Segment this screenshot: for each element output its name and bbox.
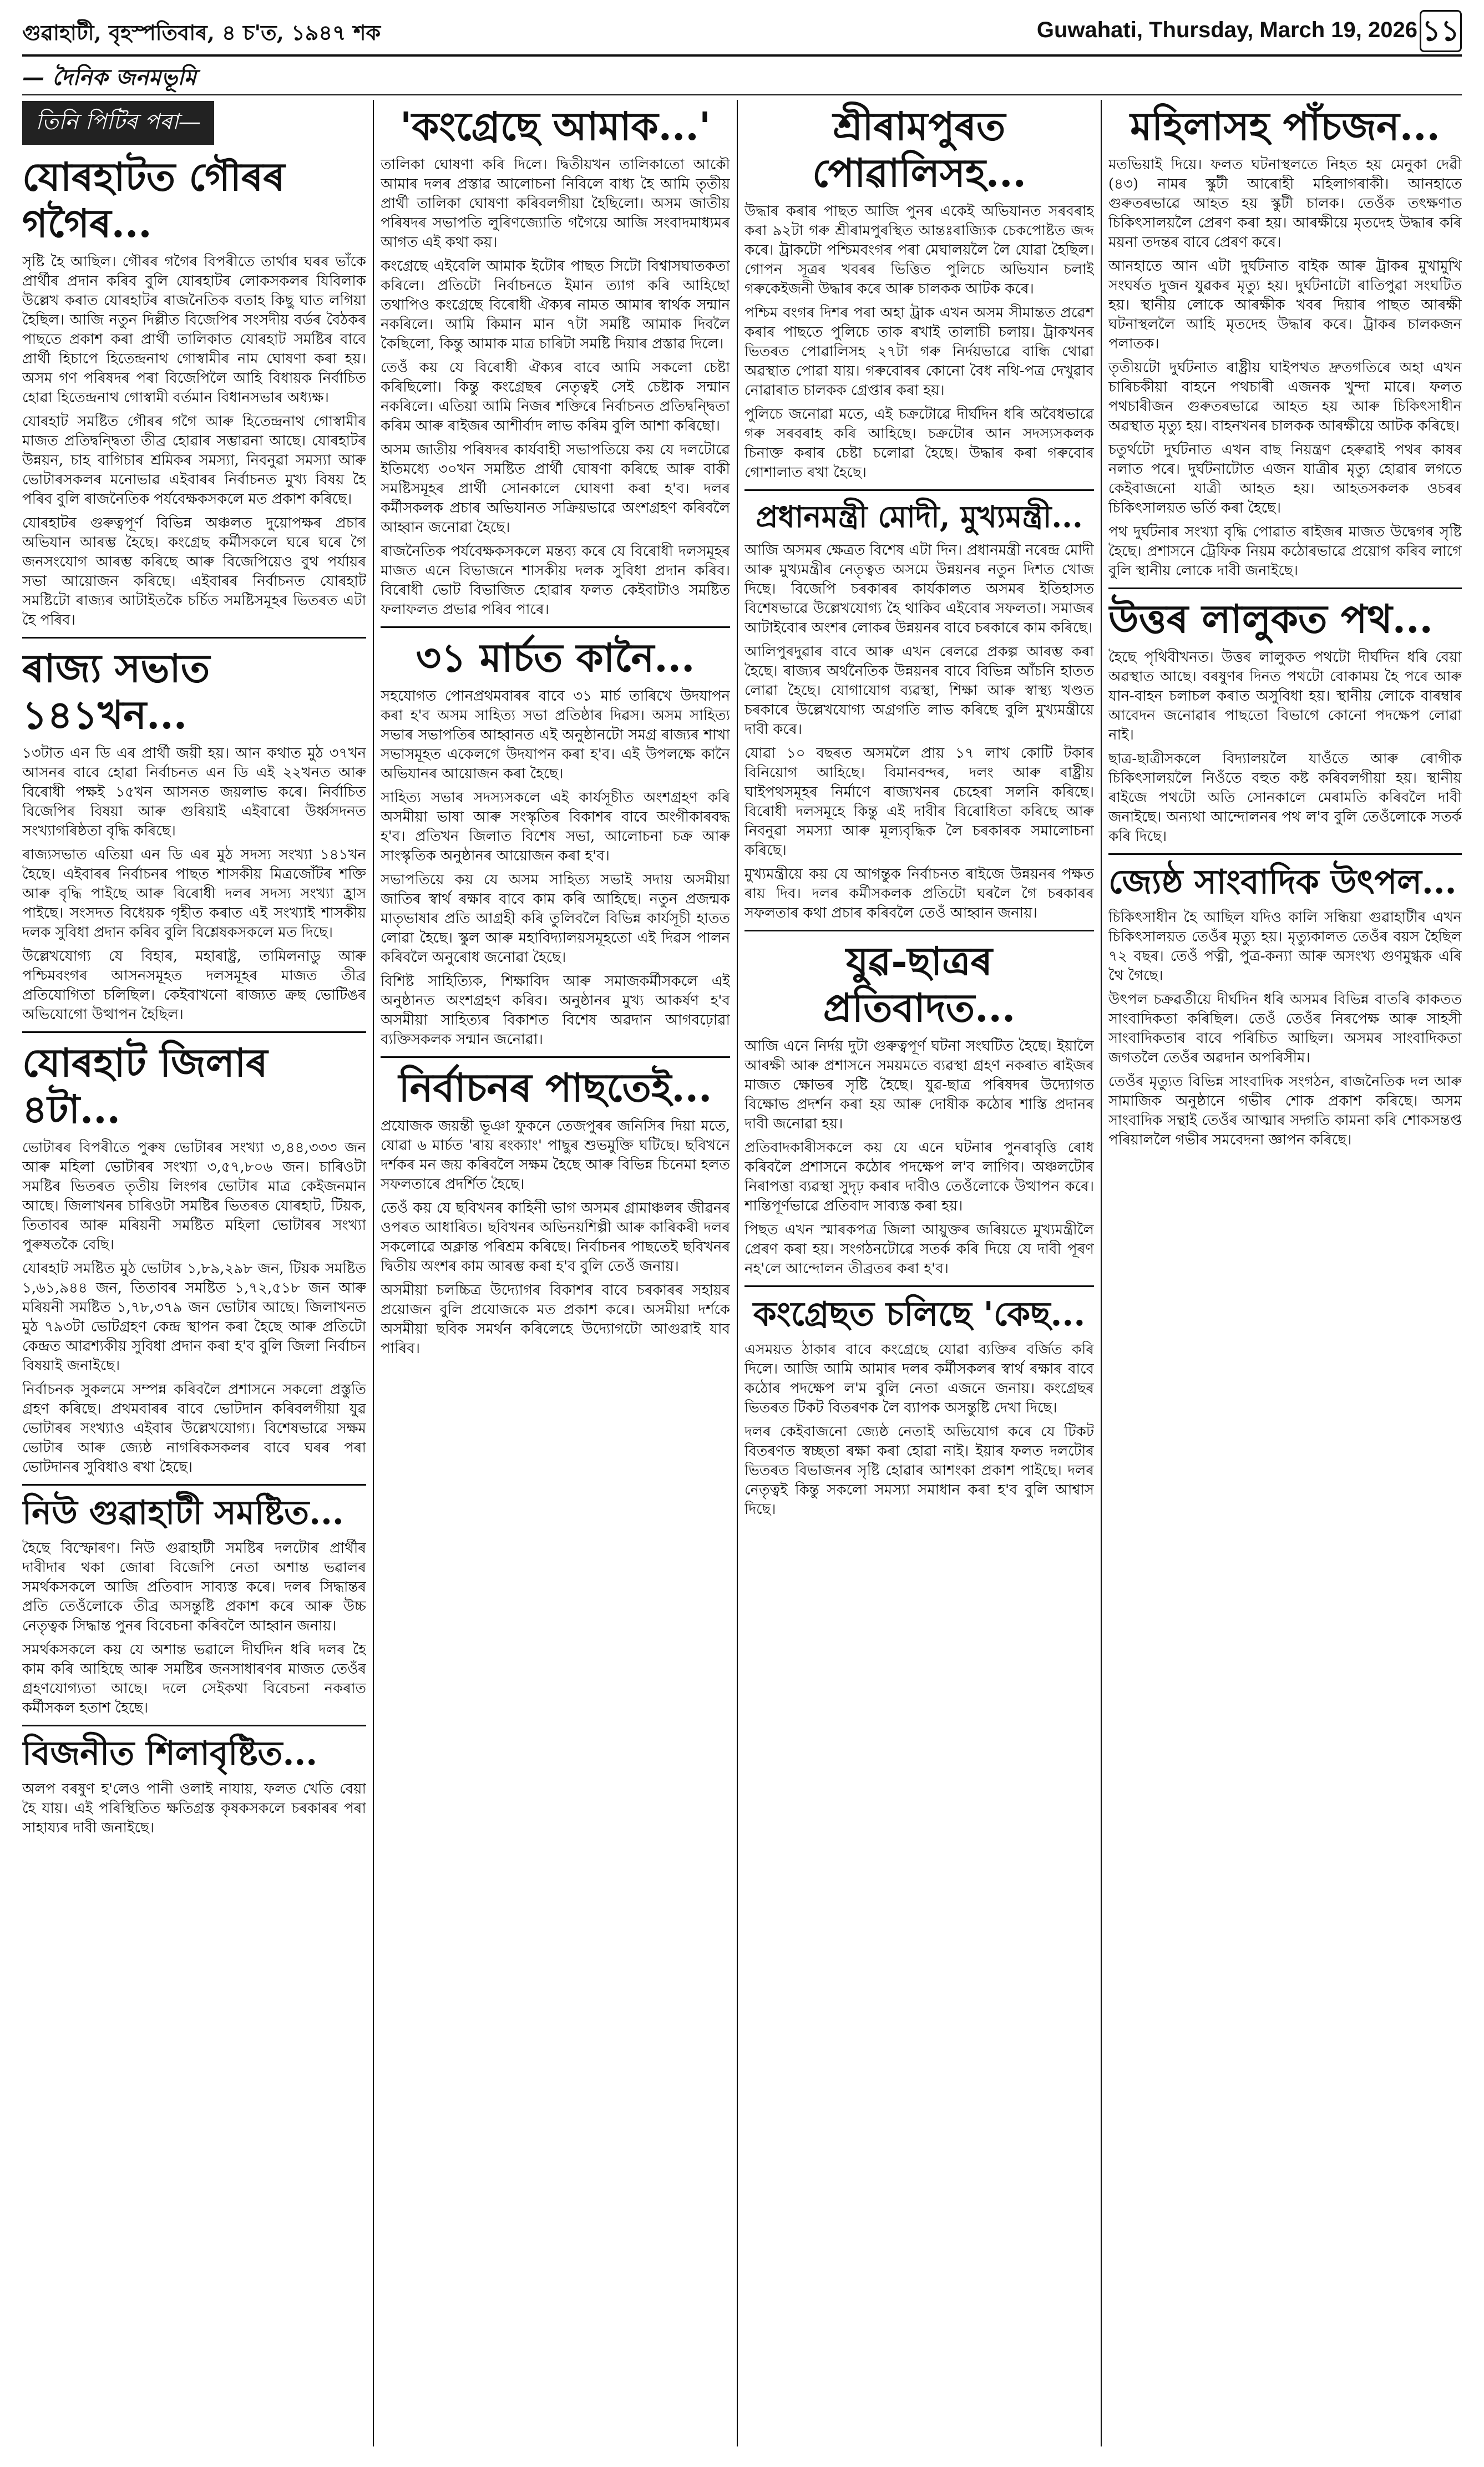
column-divider (737, 100, 738, 2446)
paragraph: যোৰহাট সমষ্টিত গৌৰৰ গগৈ আৰু হিতেন্দ্ৰনাথ গোস্বামীৰ মাজত প্ৰতিদ্বন্দ্বিতা তীব্ৰ হোৱাৰ সম্ভাৱনা আছে। যোৰহাটৰ উন্নয়ন, চাহ বাগিচাৰ শ্ৰমিকৰ সমস্যা, নিবনুৱা সমস্যা আৰু ভোটাৰসকলৰ মনোভাৱ এইবাৰৰ নিৰ্বাচনত মুখ্য বিষয় হৈ পৰিব বুলি ৰাজনৈতিক পৰ্যবেক্ষকসকলে মত প্ৰকাশ কৰিছে। (22, 413, 366, 508)
paragraph: প্ৰযোজক জয়ন্তী ভূঞা ফুকনে তেজপুৰৰ জনিসিৰ দিয়া মতে, যোৱা ৬ মাৰ্চত 'ৰায় ৰংক্যাং' পাছুৰ শুভমুক্তি ঘটিছে। ছবিখনে দৰ্শকৰ মন জয় কৰিবলৈ সক্ষম হৈছে আৰু বিভিন্ন চিনেমা হলত সফলতাৰে প্ৰদৰ্শিত হৈছে। (381, 1118, 730, 1193)
paragraph: সহযোগত পোনপ্ৰথমবাৰৰ বাবে ৩১ মাৰ্চ তাৰিখে উদযাপন কৰা হ'ব অসম সাহিত্য সভা প্ৰতিষ্ঠাৰ দিৱস। অসম সাহিত্য সভাৰ সভাপতিৰ আহ্বানত এই অনুষ্ঠানটো সমগ্ৰ ৰাজ্যৰ শাখা সভাসমূহত একেলগে উদযাপন কৰা হ'ব। এই উপলক্ষে কানৈ অভিযানৰ আয়োজন কৰা হৈছে। (381, 688, 730, 782)
paragraph: তৃতীয়টো দুৰ্ঘটনাত ৰাষ্ট্ৰীয় ঘাইপথত দ্ৰুতগতিৰে অহা এখন চাৰিচকীয়া বাহনে পথচাৰী এজনক খুন্দা মাৰে। ফলত পথচাৰীজন গুৰুতৰভাৱে আহত হয় আৰু চিকিৎসাধীন অৱস্থাত মৃত্যু হয়। বাহনখনৰ চালকক আৰক্ষীয়ে আটক কৰিছে। (1108, 359, 1462, 434)
paragraph: এসময়ত ঠাকাৰ বাবে কংগ্ৰেছে যোৱা ব্যক্তিৰ বৰ্জিত কৰি দিলে। আজি আমি আমাৰ দলৰ কৰ্মীসকলৰ স্বাৰ্থ ৰক্ষাৰ বাবে কঠোৰ পদক্ষেপ ল'ম বুলি নেতা এজনে জনায়। কংগ্ৰেছৰ ভিতৰত টিকট বিতৰণক লৈ ব্যাপক অসন্তুষ্টি দেখা দিছে। (744, 1341, 1094, 1416)
paragraph: সভাপতিয়ে কয় যে অসম সাহিত্য সভাই সদায় অসমীয়া জাতিৰ স্বাৰ্থ ৰক্ষাৰ বাবে কাম কৰি আহিছে। নতুন প্ৰজন্মক মাতৃভাষাৰ প্ৰতি আগ্ৰহী কৰি তুলিবলৈ বিভিন্ন কাৰ্যসূচী হাতত লোৱা হৈছে। স্কুল আৰু মহাবিদ্যালয়সমূহতো এই দিৱস পালন কৰিবলৈ অনুৰোধ জনোৱা হৈছে। (381, 872, 730, 966)
paragraph: আজি এনে নিৰ্দয় দুটা গুৰুত্বপূৰ্ণ ঘটনা সংঘটিত হৈছে। ইয়ালৈ আৰক্ষী আৰু প্ৰশাসনে সময়মতে ব্যৱস্থা গ্ৰহণ নকৰাত ৰাইজৰ মাজত ক্ষোভৰ সৃষ্টি হৈছে। যুৱ-ছাত্ৰ পৰিষদৰ উদ্যোগত বিক্ষোভ প্ৰদৰ্শন কৰা হয় আৰু দোষীক কঠোৰ শাস্তি প্ৰদানৰ দাবী জনোৱা হয়। (744, 1038, 1094, 1132)
paragraph: মতভিয়াই দিয়ে। ফলত ঘটনাস্থলতে নিহত হয় মেনুকা দেৱী (৪৩) নামৰ স্কুটী আৰোহী মহিলাগৰাকী। আনহাতে গুৰুতৰভাৱে আহত হয় স্কুটী চালক। তেওঁক তৎক্ষণাত চিকিৎসালয়লৈ প্ৰেৰণ কৰা হয়। আৰক্ষীয়ে মৃতদেহ উদ্ধাৰ কৰি ময়না তদন্তৰ বাবে প্ৰেৰণ কৰে। (1108, 156, 1462, 251)
paragraph: অলপ বৰষুণ হ'লেও পানী ওলাই নাযায়, ফলত খেতি বেয়া হৈ যায়। এই পৰিস্থিতিত ক্ষতিগ্ৰস্ত কৃষকসকলে চৰকাৰৰ পৰা সাহায্যৰ দাবী জনাইছে। (22, 1781, 366, 1836)
column-1 (22, 100, 366, 2446)
divider (22, 1484, 366, 1486)
paragraph: যোৰহাট সমষ্টিত মুঠ ভোটাৰ ১,৮৯,২৯৮ জন, টিয়ক সমষ্টিত ১,৬১,৯৪৪ জন, তিতাবৰ সমষ্টিত ১,৭২,৫১৮ জন আৰু মৰিয়নী সমষ্টিত ১,৭৮,৩৭৯ জন ভোটাৰ আছে। জিলাখনত মুঠ ৭৯৩টা ভোটগ্ৰহণ কেন্দ্ৰ স্থাপন কৰা হৈছে আৰু প্ৰতিটো কেন্দ্ৰত আৱশ্যকীয় সুবিধা প্ৰদান কৰা হ'ব বুলি জিলা নিৰ্বাচন বিষয়াই জনাইছে। (22, 1260, 366, 1374)
paragraph: আলিপুৰদুৱাৰ বাবে আৰু এখন ৰেলৱে প্ৰকল্প আৰম্ভ কৰা হৈছে। ৰাজ্যৰ অৰ্থনৈতিক উন্নয়নৰ বাবে বিভিন্ন আঁচনি হাতত লোৱা হৈছে। যোগাযোগ ব্যৱস্থা, শিক্ষা আৰু স্বাস্থ্য খণ্ডত চৰকাৰে উল্লেখযোগ্য অগ্ৰগতি লাভ কৰিছে বুলি মুখ্যমন্ত্ৰীয়ে দাবী কৰে। (744, 644, 1094, 738)
header-rule (22, 54, 1462, 57)
paragraph: ছাত্ৰ-ছাত্ৰীসকলে বিদ্যালয়লৈ যাওঁতে আৰু ৰোগীক চিকিৎসালয়লৈ নিওঁতে বহুত কষ্ট কৰিবলগীয়া হয়। স্থানীয় ৰাইজে পথটো অতি সোনকালে মেৰামতি কৰিবলৈ দাবী জনাইছে। অন্যথা আন্দোলনৰ পথ ল'ব বুলি তেওঁলোকে সতৰ্ক কৰি দিছে। (1108, 751, 1462, 845)
paragraph: চিকিৎসাধীন হৈ আছিল যদিও কালি সন্ধিয়া গুৱাহাটীৰ এখন চিকিৎসালয়ত তেওঁৰ মৃত্যু হয়। মৃত্যুকালত তেওঁৰ বয়স হৈছিল ৭২ বছৰ। তেওঁ পত্নী, পুত্ৰ-কন্যা আৰু অসংখ্য গুণমুগ্ধক এৰি থৈ গৈছে। (1108, 909, 1462, 984)
column-divider (373, 100, 374, 2446)
paragraph: যোৱা ১০ বছৰত অসমলৈ প্ৰায় ১৭ লাখ কোটি টকাৰ বিনিয়োগ আহিছে। বিমানবন্দৰ, দলং আৰু ৰাষ্ট্ৰীয় ঘাইপথসমূহৰ নিৰ্মাণে ৰাজ্যখনৰ চেহেৰা সলনি কৰিছে। বিৰোধী দলসমূহে কিন্তু এই দাবীৰ বিৰোধিতা কৰিছে আৰু নিবনুৱা সমস্যা আৰু মূল্যবৃদ্ধিক লৈ চৰকাৰক সমালোচনা কৰিছে। (744, 745, 1094, 859)
paragraph: পুলিচে জনোৱা মতে, এই চক্ৰটোৱে দীৰ্ঘদিন ধৰি অবৈধভাৱে গৰু সৰবৰাহ কৰি আহিছে। চক্ৰটোৰ আন সদস্যসকলক চিনাক্ত কৰাৰ চেষ্টা চলোৱা হৈছে। উদ্ধাৰ কৰা গৰুবোৰ গোশালাত ৰখা হৈছে। (744, 406, 1094, 481)
paragraph: হৈছে পৃথিবীখনত। উত্তৰ লালুকত পথটো দীৰ্ঘদিন ধৰি বেয়া অৱস্থাত আছে। বৰষুণৰ দিনত পথটো বোকাময় হৈ পৰে আৰু যান-বাহন চলাচল কৰাত অসুবিধা হয়। স্থানীয় লোকে বাৰম্বাৰ আবেদন জনোৱাৰ পাছতো বিভাগে কোনো পদক্ষেপ লোৱা নাই। (1108, 649, 1462, 743)
column-4 (1108, 100, 1462, 2446)
headline-new-guwahati: নিউ গুৱাহাটী সমষ্টিত... (22, 1493, 344, 1532)
paragraph: সাহিত্য সভাৰ সদস্যসকলে এই কাৰ্যসূচীত অংশগ্ৰহণ কৰি অসমীয়া ভাষা আৰু সংস্কৃতিৰ বিকাশৰ বাবে অংগীকাৰবদ্ধ হ'ব। প্ৰতিখন জিলাত বিশেষ সভা, আলোচনা চক্ৰ আৰু সাংস্কৃতিক অনুষ্ঠানৰ আয়োজন কৰা হ'ব। (381, 789, 730, 864)
column-divider (1101, 100, 1102, 2446)
paragraph: অসমীয়া চলচ্চিত্ৰ উদ্যোগৰ বিকাশৰ বাবে চৰকাৰৰ সহায়ৰ প্ৰয়োজন বুলি প্ৰযোজকে মত প্ৰকাশ কৰে। অসমীয়া দৰ্শকে অসমীয়া ছবিক সমৰ্থন কৰিলেহে উদ্যোগটো আগুৱাই যাব পাৰিব। (381, 1282, 730, 1357)
headline-five-killed: মহিলাসহ পাঁচজন... (1130, 103, 1440, 149)
paragraph: আজি অসমৰ ক্ষেত্ৰত বিশেষ এটা দিন। প্ৰধানমন্ত্ৰী নৰেন্দ্ৰ মোদী আৰু মুখ্যমন্ত্ৰীৰ নেতৃত্বত অসমে উন্নয়নৰ নতুন দিশত খোজ দিছে। বিজেপি চৰকাৰৰ কাৰ্যকালত অসমৰ ইতিহাসত বিশেষভাৱে উল্লেখযোগ্য হৈ থাকিব এইবোৰ সফলতা। সমাজৰ আটাইবোৰ অংশৰ লোকৰ উন্নয়নৰ বাবে চৰকাৰে কাম কৰিছে। (744, 542, 1094, 636)
paragraph: মুখ্যমন্ত্ৰীয়ে কয় যে আগন্তুক নিৰ্বাচনত ৰাইজে উন্নয়নৰ পক্ষত ৰায় দিব। দলৰ কৰ্মীসকলক প্ৰতিটো ঘৰলৈ গৈ চৰকাৰৰ সফলতাৰ কথা প্ৰচাৰ কৰিবলৈ তেওঁ আহ্বান জনায়। (744, 866, 1094, 921)
divider (22, 1031, 366, 1033)
paragraph: দলৰ কেইবাজনো জ্যেষ্ঠ নেতাই অভিযোগ কৰে যে টিকট বিতৰণত স্বচ্ছতা ৰক্ষা কৰা হোৱা নাই। ইয়াৰ ফলত দলটোৰ ভিতৰত বিভাজনৰ সৃষ্টি হোৱাৰ আশংকা প্ৰকাশ পাইছে। দলৰ নেতৃত্বই কিন্তু সকলো সমস্যা সমাধান কৰা হ'ব বুলি আশ্বাস দিছে। (744, 1424, 1094, 1518)
masthead (22, 10, 1462, 49)
headline-youth-protest: যুৱ-ছাত্ৰৰ প্ৰতিবাদত... (823, 938, 1016, 1031)
paragraph: আনহাতে আন এটা দুৰ্ঘটনাত বাইক আৰু ট্ৰাকৰ মুখামুখি সংঘৰ্ষত দুজন যুৱকৰ মৃত্যু হয়। দুৰ্ঘটনাটো ৰাতিপুৱা সংঘটিত হয়। স্থানীয় লোকে আৰক্ষীক খবৰ দিয়াৰ পাছত আৰক্ষী ঘটনাস্থললৈ আহি মৃতদেহ উদ্ধাৰ কৰে। ট্ৰাকৰ চালকজন পলাতক। (1108, 258, 1462, 352)
brand-rule (22, 94, 1462, 95)
divider (22, 1725, 366, 1726)
paragraph: বিশিষ্ট সাহিত্যিক, শিক্ষাবিদ আৰু সমাজকৰ্মীসকলে এই অনুষ্ঠানত অংশগ্ৰহণ কৰিব। অনুষ্ঠানৰ মুখ্য আকৰ্ষণ হ'ব অসমীয়া সাহিত্যৰ বিকাশত বিশেষ অৱদান আগবঢ়োৱা ব্যক্তিসকলক সন্মান জনোৱা। (381, 973, 730, 1048)
paragraph: পিছত এখন স্মাৰকপত্ৰ জিলা আয়ুক্তৰ জৰিয়তে মুখ্যমন্ত্ৰীলৈ প্ৰেৰণ কৰা হয়। সংগঠনটোৱে সতৰ্ক কৰি দিয়ে যে দাবী পূৰণ নহ'লে আন্দোলন তীব্ৰতৰ কৰা হ'ব। (744, 1222, 1094, 1277)
paragraph: পথ দুৰ্ঘটনাৰ সংখ্যা বৃদ্ধি পোৱাত ৰাইজৰ মাজত উদ্বেগৰ সৃষ্টি হৈছে। প্ৰশাসনে ট্ৰেফিক নিয়ম কঠোৰভাৱে প্ৰয়োগ কৰিব লাগে বুলি স্থানীয় লোকে দাবী জনাইছে। (1108, 524, 1462, 579)
paragraph: চতুৰ্থটো দুৰ্ঘটনাত এখন বাছ নিয়ন্ত্ৰণ হেৰুৱাই পথৰ কাষৰ নলাত পৰে। দুৰ্ঘটনাটোত এজন যাত্ৰীৰ মৃত্যু হোৱাৰ লগতে কেইবাজনো যাত্ৰী আহত হয়। আহতসকলক ওচৰৰ চিকিৎসালয়ত ভৰ্তি কৰা হৈছে। (1108, 442, 1462, 516)
paragraph: ভোটাৰৰ বিপৰীতে পুৰুষ ভোটাৰৰ সংখ্যা ৩,৪৪,৩৩৩ জন আৰু মহিলা ভোটাৰৰ সংখ্যা ৩,৫৭,৮০৬ জন। চাৰিওটা সমষ্টিৰ ভিতৰত তৃতীয় লিংগৰ ভোটাৰ মাত্ৰ কেইজনমান আছে। জিলাখনৰ চাৰিওটা সমষ্টিৰ ভিতৰত যোৰহাট, টিয়ক, তিতাবৰ আৰু মৰিয়নী সমষ্টিত মহিলা ভোটাৰৰ সংখ্যা পুৰুষতকৈ বেছি। (22, 1139, 366, 1253)
divider (744, 1285, 1094, 1287)
paragraph: হৈছে বিস্ফোৰণ। নিউ গুৱাহাটী সমষ্টিৰ দলটোৰ প্ৰাৰ্থীৰ দাবীদাৰ থকা জোৰা বিজেপি নেতা অশান্ত ভৱালৰ সমৰ্থকসকলে আজি প্ৰতিবাদ সাব্যস্ত কৰে। দলৰ সিদ্ধান্তৰ প্ৰতি তেওঁলোকে তীব্ৰ অসন্তুষ্টি প্ৰকাশ কৰে আৰু উচ্চ নেতৃত্বক সিদ্ধান্ত পুনৰ বিবেচনা কৰিবলৈ আহ্বান জনায়। (22, 1540, 366, 1634)
headline-jorhat-gaurav: যোৰহাটত গৌৰৰ গগৈৰ... (22, 154, 285, 246)
divider (1108, 853, 1462, 855)
paragraph: তেওঁ কয় যে বিৰোধী ঐক্যৰ বাবে আমি সকলো চেষ্টা কৰিছিলো। কিন্তু কংগ্ৰেছৰ নেতৃত্বই সেই চেষ্টাক সন্মান নকৰিলে। এতিয়া আমি নিজৰ শক্তিৰে নিৰ্বাচনত প্ৰতিদ্বন্দ্বিতা কৰিম আৰু ৰাইজৰ আশীৰ্বাদ লাভ কৰিম বুলি আশা কৰিছো। (381, 359, 730, 434)
paragraph: উল্লেখযোগ্য যে বিহাৰ, মহাৰাষ্ট্ৰ, তামিলনাডু আৰু পশ্চিমবংগৰ আসনসমূহত দলসমূহৰ মাজত তীব্ৰ প্ৰতিযোগিতা চলিছিল। কেইবাখনো ৰাজ্যত ক্ৰছ ভোটিঙৰ অভিযোগো উত্থাপন হৈছিল। (22, 948, 366, 1023)
divider (744, 930, 1094, 931)
header-date-assamese: গুৱাহাটী, বৃহস্পতিবাৰ, ৪ চ'ত, ১৯৪৭ শক (22, 20, 381, 45)
paragraph: পশ্চিম বংগৰ দিশৰ পৰা অহা ট্ৰাক এখন অসম সীমান্তত প্ৰৱেশ কৰাৰ পাছতে পুলিচে তাক ৰখাই তালাচী চলায়। ট্ৰাকখনৰ ভিতৰত পোৱালিসহ ২৭টা গৰু নিৰ্দয়ভাৱে বান্ধি থোৱা অৱস্থাত পোৱা যায়। গৰুবোৰৰ কোনো বৈধ নথি-পত্ৰ দেখুৱাব নোৱাৰাত চালকক গ্ৰেপ্তাৰ কৰা হয়। (744, 305, 1094, 399)
paragraph: উৎপল চক্ৰৱৰ্তীয়ে দীৰ্ঘদিন ধৰি অসমৰ বিভিন্ন বাতৰি কাকতত সাংবাদিকতা কৰিছিল। তেওঁ তেওঁৰ নিৰপেক্ষ আৰু সাহসী সাংবাদিকতাৰ বাবে পৰিচিত আছিল। অসমৰ সাংবাদিকতা জগতলৈ তেওঁৰ অৱদান অপৰিসীম। (1108, 991, 1462, 1066)
column-2 (381, 100, 730, 2446)
paragraph: উদ্ধাৰ কৰাৰ পাছত আজি পুনৰ একেই অভিযানত সৰবৰাহ কৰা ৯২টা গৰু শ্ৰীৰামপুৰস্থিত আন্তঃৰাজ্যিক চেকপোষ্টত জব্দ কৰে। ট্ৰাকটো পশ্চিমবংগৰ পৰা মেঘালয়লৈ লৈ যোৱা হৈছিল। গোপন সূত্ৰৰ খবৰৰ ভিত্তিত পুলিচে অভিযান চলাই গৰুকেইজনী উদ্ধাৰ কৰে আৰু চালকক আটক কৰে। (744, 203, 1094, 297)
paragraph: তেওঁ কয় যে ছবিখনৰ কাহিনী ভাগ অসমৰ গ্ৰামাঞ্চলৰ জীৱনৰ ওপৰত আধাৰিত। ছবিখনৰ অভিনয়শিল্পী আৰু কাৰিকৰী দলৰ সকলোৱে অক্লান্ত পৰিশ্ৰম কৰিছে। নিৰ্বাচনৰ পাছতেই ছবিখনৰ দ্বিতীয় অংশৰ কাম আৰম্ভ কৰা হ'ব বুলি তেওঁ জনায়। (381, 1200, 730, 1275)
column-3 (744, 100, 1094, 2446)
paragraph: সমৰ্থকসকলে কয় যে অশান্ত ভৱালে দীৰ্ঘদিন ধৰি দলৰ হৈ কাম কৰি আহিছে আৰু সমষ্টিৰ জনসাধাৰণৰ মাজত তেওঁৰ গ্ৰহণযোগ্যতা আছে। দলে সেইকথা বিবেচনা নকৰাত কৰ্মীসকল হতাশ হৈছে। (22, 1642, 366, 1716)
page-number: ১১ (1420, 10, 1462, 52)
divider (1108, 587, 1462, 589)
header-date-english: Guwahati, Thursday, March 19, 2026 (1036, 18, 1417, 42)
divider (22, 637, 366, 639)
headline-north-lalluk-road: উত্তৰ লালুকত পথ... (1108, 596, 1433, 642)
paragraph: প্ৰতিবাদকাৰীসকলে কয় যে এনে ঘটনাৰ পুনৰাবৃত্তি ৰোধ কৰিবলৈ প্ৰশাসনে কঠোৰ পদক্ষেপ ল'ব লাগিব। অঞ্চলটোৰ নিৰাপত্তা ব্যৱস্থা সুদৃঢ় কৰাৰ দাবীও তেওঁলোকে উত্থাপন কৰে। শান্তিপূৰ্ণভাৱে প্ৰতিবাদ সাব্যস্ত কৰা হয়। (744, 1139, 1094, 1214)
paragraph: ১৩টাত এন ডি এৰ প্ৰাৰ্থী জয়ী হয়। আন কথাত মুঠ ৩৭খন আসনৰ বাবে হোৱা নিৰ্বাচনত এন ডি এই ২২খনত আৰু বিৰোধী পক্ষই ১৫খন আসনত জয়লাভ কৰে। নিৰ্বাচিত বিজেপিৰ বিষয়া আৰু গুৰিয়াই এইবাৰো উৰ্ধ্বসদনত সংখ্যাগৰিষ্ঠতা বৃদ্ধি কৰিছে। (22, 745, 366, 839)
headline-march-31: ৩১ মাৰ্চত কানৈ... (416, 635, 695, 681)
paragraph: যোৰহাটৰ গুৰুত্বপূৰ্ণ বিভিন্ন অঞ্চলত দুয়োপক্ষৰ প্ৰচাৰ অভিযান আৰম্ভ হৈছে। কংগ্ৰেছ কৰ্মীসকলে ঘৰে ঘৰে গৈ জনসংযোগ আৰম্ভ কৰিছে আৰু বিজেপিয়েও বুথ পৰ্যায়ৰ সভা আয়োজন কৰিছে। এইবাৰৰ নিৰ্বাচনত যোৰহাট সমষ্টিটো ৰাজ্যৰ আটাইতকৈ চৰ্চিত সমষ্টিসমূহৰ ভিতৰত এটা হৈ পৰিব। (22, 515, 366, 629)
headline-after-election: নিৰ্বাচনৰ পাছতেই... (398, 1065, 712, 1111)
headline-congress-case: কংগ্ৰেছত চলিছে 'কেছ... (753, 1295, 1086, 1334)
paragraph: সৃষ্টি হৈ আছিল। গৌৰৰ গগৈৰ বিপৰীতে তাৰ্থাৰ ঘৰৰ ভাঁকে প্ৰাৰ্থীৰ প্ৰদান কৰিব বুলি যোৰহাটৰ লোকসকলৰ যিবিলাক উল্লেখ কৰাত যোৰহাটৰ ৰাজনৈতিক বতাহ কিছু ঘাত লগিয়া হৈছিল। আজি নতুন দিল্লীত বিজেপিৰ সংসদীয় বৰ্ডৰ বৈঠকৰ পাছতে প্ৰকাশ কৰা প্ৰাৰ্থী তালিকাত যোৰহাট সমষ্টিৰ বাবে প্ৰাৰ্থী হিচাপে হিতেন্দ্ৰনাথ গোস্বামীৰ নাম ঘোষণা কৰা হয়। অসম গণ পৰিষদৰ পৰা বিজেপিলৈ আহি বিধায়ক নিৰ্বাচিত হোৱা হিতেন্দ্ৰনাথ গোস্বামী বৰ্তমান বিধানসভাৰ অধ্যক্ষ। (22, 254, 366, 406)
headline-bijni-hailstorm: বিজনীত শিলাবৃষ্টিত... (22, 1734, 318, 1773)
headline-pm-modi: প্ৰধানমন্ত্ৰী মোদী, মুখ্যমন্ত্ৰী... (756, 499, 1083, 534)
paragraph: তেওঁৰ মৃত্যুত বিভিন্ন সাংবাদিক সংগঠন, ৰাজনৈতিক দল আৰু সামাজিক অনুষ্ঠানে গভীৰ শোক প্ৰকাশ কৰিছে। অসম সাংবাদিক সন্থাই তেওঁৰ আত্মাৰ সদ্গতি কামনা কৰি শোকসন্তপ্ত পৰিয়াললৈ গভীৰ সমবেদনা জ্ঞাপন কৰিছে। (1108, 1073, 1462, 1148)
brand-name: — দৈনিক জনমভূমি (22, 64, 196, 90)
divider (381, 626, 730, 628)
headline-rajya-sabha: ৰাজ্য সভাত ১৪১খন... (22, 645, 210, 738)
headline-senior-journalist: জ্যেষ্ঠ সাংবাদিক উৎপল... (1108, 863, 1457, 901)
divider (381, 1056, 730, 1058)
paragraph: তালিকা ঘোষণা কৰি দিলে। দ্বিতীয়খন তালিকাতো আকৌ আমাৰ দলৰ প্ৰস্তাৱ আলোচনা নিবিলে বাধ্য হৈ আমি তৃতীয় প্ৰাৰ্থী তালিকা ঘোষণা কৰিবলগীয়া হৈছিলো। অসম জাতীয় পৰিষদৰ সভাপতি লুৰিণজ্যোতি গগৈয়ে আজি সংবাদমাধ্যমৰ আগত এই কথা কয়। (381, 156, 730, 251)
paragraph: কংগ্ৰেছে এইবেলি আমাক ইটোৰ পাছত সিটো বিশ্বাসঘাতকতা কৰিলে। প্ৰতিটো নিৰ্বাচনতে ইমান ত্যাগ কৰি আহিছো তথাপিও কংগ্ৰেছে বিৰোধী ঐক্যৰ নামত আমাৰ স্বাৰ্থক সন্মান নকৰিলে। আমি কিমান মান ৭টা সমষ্টি আমাক দিবলৈ কৈছিলো, কিন্তু আমাক মাত্ৰ চাৰিটা সমষ্টি দিয়াৰ প্ৰস্তাৱ দিলে। (381, 258, 730, 352)
paragraph: ৰাজ্যসভাত এতিয়া এন ডি এৰ মুঠ সদস্য সংখ্যা ১৪১খন হৈছে। এইবাৰৰ নিৰ্বাচনৰ পাছত শাসকীয় মিত্ৰজোঁটৰ শক্তি আৰু বৃদ্ধি পাইছে আৰু বিৰোধী দলৰ সদস্য সংখ্যা হ্ৰাস পাইছে। সংসদত বিধেয়ক গৃহীত কৰাত এই সংখ্যাই শাসকীয় দলক সুবিধা প্ৰদান কৰিব বুলি বিশ্লেষকসকলে মত দিছে। (22, 847, 366, 941)
headline-congress-us: 'কংগ্ৰেছে আমাক...' (399, 103, 711, 149)
paragraph: নিৰ্বাচনক সুকলমে সম্পন্ন কৰিবলৈ প্ৰশাসনে সকলো প্ৰস্তুতি গ্ৰহণ কৰিছে। প্ৰথমবাৰৰ বাবে ভোটদান কৰিবলগীয়া যুৱ ভোটাৰৰ সংখ্যাও এইবাৰ উল্লেখযোগ্য। বিশেষভাৱে সক্ষম ভোটাৰ আৰু জ্যেষ্ঠ নাগৰিকসকলৰ বাবে ঘৰৰ পৰা ভোটদানৰ সুবিধাও ৰখা হৈছে। (22, 1381, 366, 1476)
continued-kicker: তিনি পিটিৰ পৰা— (22, 101, 214, 145)
headline-srirampur: শ্ৰীৰামপুৰত পোৱালিসহ... (812, 103, 1026, 196)
paragraph: ৰাজনৈতিক পৰ্যবেক্ষকসকলে মন্তব্য কৰে যে বিৰোধী দলসমূহৰ মাজত এনে বিভাজনে শাসকীয় দলক সুবিধা প্ৰদান কৰিব। বিৰোধী ভোট বিভাজিত হোৱাৰ ফলত কেইবাটাও সমষ্টিত ফলাফলত প্ৰভাৱ পৰিব পাৰে। (381, 543, 730, 618)
divider (744, 489, 1094, 491)
headline-jorhat-district: যোৰহাট জিলাৰ ৪টা... (22, 1040, 268, 1132)
paragraph: অসম জাতীয় পৰিষদৰ কাৰ্যবাহী সভাপতিয়ে কয় যে দলটোৱে ইতিমধ্যে ৩০খন সমষ্টিত প্ৰাৰ্থী ঘোষণা কৰিছে আৰু বাকী সমষ্টিসমূহৰ প্ৰাৰ্থী সোনকালে ঘোষণা কৰা হ'ব। দলৰ কৰ্মীসকলক প্ৰচাৰ অভিযানত সক্ৰিয়ভাৱে অংশগ্ৰহণ কৰিবলৈ আহ্বান জনোৱা হৈছে। (381, 442, 730, 536)
